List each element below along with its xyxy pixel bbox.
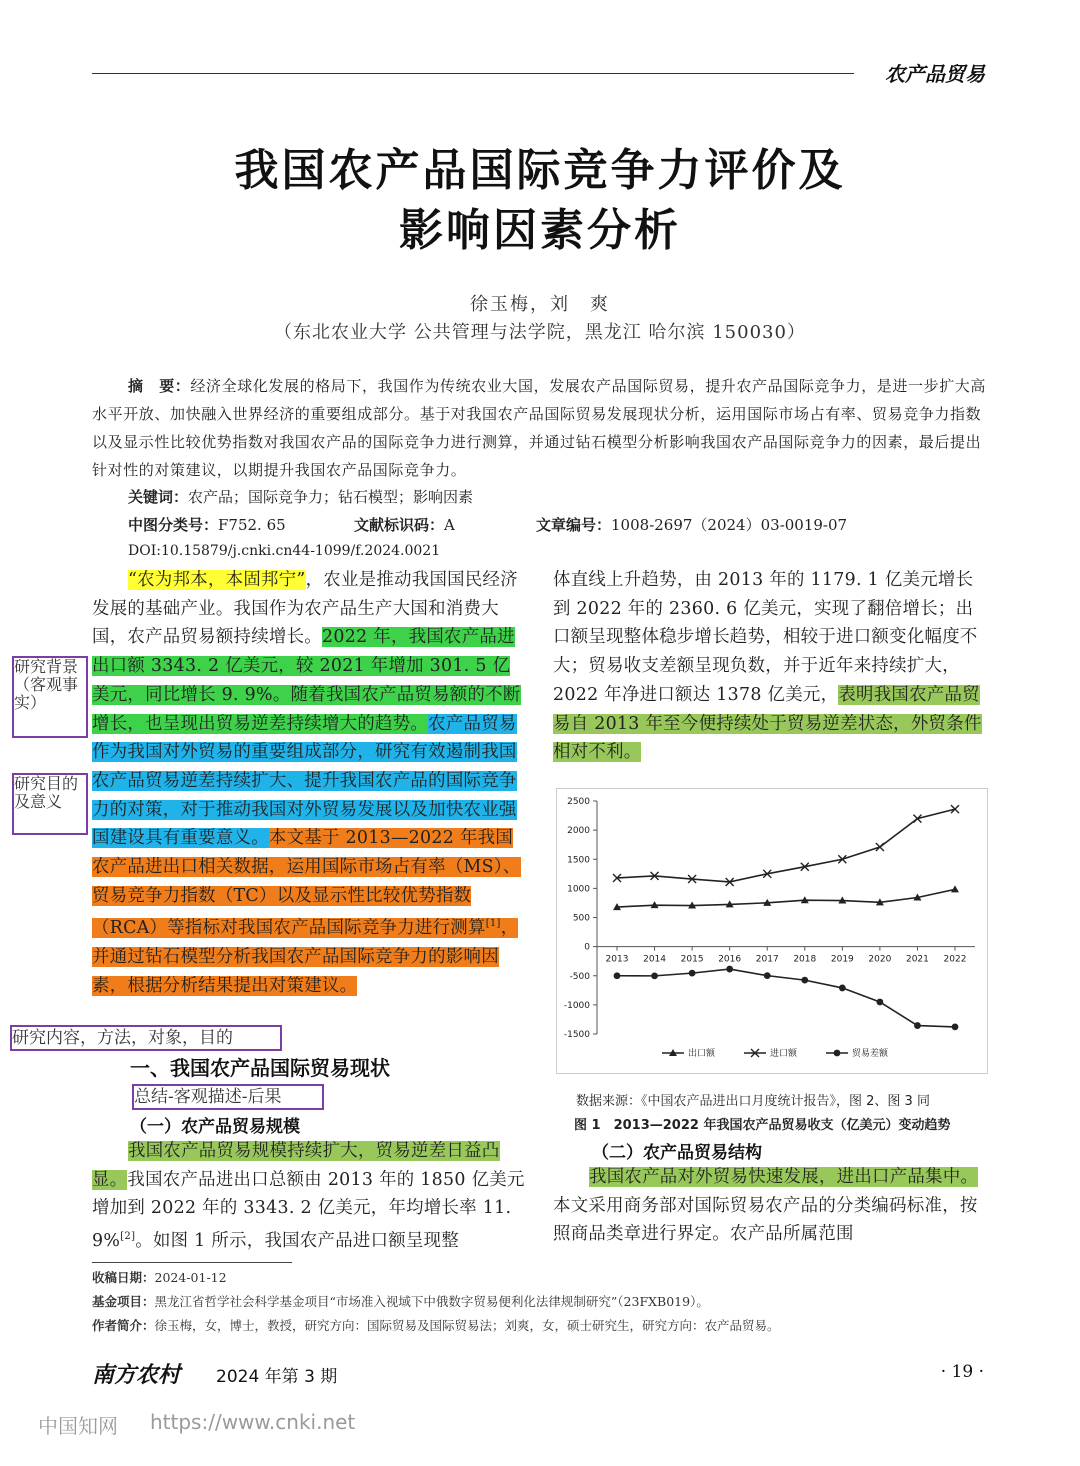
x-tick-label: 2021 <box>905 954 929 965</box>
deficit-highlight: 表明我国农产品贸易自 2013 年至今便持续处于贸易逆差状态，外贸条件相对不利。 <box>553 684 982 763</box>
x-tick-label: 2015 <box>680 954 704 965</box>
data-point-3 <box>651 972 658 979</box>
clc-value: F752. 65 <box>218 516 286 534</box>
keywords-text: 农产品；国际竞争力；钻石模型；影响因素 <box>188 488 474 506</box>
data-point-3 <box>801 977 808 984</box>
header-rule <box>92 73 854 74</box>
journal-issue: 2024 年第 3 期 <box>216 1367 338 1387</box>
abstract <box>92 372 986 484</box>
x-tick-label: 2018 <box>793 954 817 965</box>
fund-label: 基金项目： <box>92 1294 155 1309</box>
y-tick-label: 2000 <box>567 826 590 837</box>
affiliation: （东北农业大学 公共管理与法学院，黑龙江 哈尔滨 150030） <box>274 322 806 343</box>
x-tick-label: 2020 <box>868 954 892 965</box>
section-header: 农产品贸易 <box>885 62 985 86</box>
trade-scale-paragraph <box>92 1137 525 1256</box>
doi: DOI:10.15879/j.cnki.cn44-1099/f.2024.0021 <box>128 543 441 559</box>
scale-text: 我国农产品进出口总额由 2013 年的 1850 亿美元增加到 2022 年的 3343. 2 亿美元，年均增长率 11. 9% <box>92 1169 525 1251</box>
footnote-rule <box>92 1262 292 1263</box>
y-tick-label: 1500 <box>567 855 590 866</box>
paper-title-line2: 影响因素分析 <box>399 205 681 256</box>
subsection-heading-2: （二）农产品贸易结构 <box>592 1143 762 1163</box>
data-point-3 <box>614 972 621 979</box>
x-tick-label: 2022 <box>943 954 967 965</box>
x-tick-label: 2013 <box>605 954 629 965</box>
fund-info <box>92 1292 709 1310</box>
method-text: 本文基于 2013—2022 年我国农产品进出口相关数据，运用国际市场占有率（MS）、贸易竞争力指数（TC）以及显示性比较优势指数（RCA）等指标对我国农产品国际竞争力进行测算 <box>92 828 521 939</box>
clc-code <box>128 514 286 535</box>
intro-text: ，农业是推动我国国民经济发展的基础产业。我国作为农产品生产大国和消费大国，农产品贸易额持续增长。 <box>92 570 518 648</box>
series-line-1 <box>617 889 955 907</box>
y-tick-label: -500 <box>569 971 590 982</box>
data-point-3 <box>839 985 846 992</box>
data-point-2 <box>876 843 884 851</box>
received-date <box>92 1268 227 1286</box>
data-point-1 <box>951 885 959 892</box>
background-highlight: 2022 年，我国农产品进出口额 3343. 2 亿美元，较 2021 年增加 301. 5 亿美元，同比增长 9. 9%。随着我国农产品贸易额的不断增长，也呈现出贸易逆差持续增大的趋势。 <box>92 627 521 734</box>
y-tick-label: 500 <box>572 913 590 924</box>
method-text-2: ，并通过钻石模型分析我国农产品国际竞争力的影响因素，根据分析结果提出对策建议。 <box>92 918 519 996</box>
doc-value: A <box>444 516 455 534</box>
page-number: · 19 · <box>940 1362 984 1382</box>
annotation-purpose: 研究目的及意义 <box>12 773 88 835</box>
annotation-content: 研究内容，方法，对象，目的 <box>10 1025 282 1051</box>
journal-name: 南方农村 <box>92 1362 181 1388</box>
subsection-heading-1: （一）农产品贸易规模 <box>130 1117 300 1137</box>
y-tick-label: -1500 <box>563 1030 590 1040</box>
legend-label: 贸易差额 <box>852 1049 889 1059</box>
fund-value: 黑龙江省哲学社会科学基金项目“市场准入视域下中俄数字贸易便利化法律规制研究”（23FXB019）。 <box>154 1294 709 1309</box>
data-point-3 <box>764 972 771 979</box>
keywords-label: 关键词： <box>128 488 189 506</box>
author-bio-label: 作者简介： <box>92 1318 155 1333</box>
doc-label: 文献标识码： <box>354 516 445 534</box>
line-chart <box>557 789 987 1073</box>
legend-label: 进口额 <box>770 1049 798 1059</box>
data-point-3 <box>876 999 883 1006</box>
figure-source: 数据来源：《中国农产品进出口月度统计报告》，图 2、图 3 同 <box>576 1094 930 1109</box>
annotation-background: 研究背景（客观事实） <box>12 656 88 738</box>
data-point-3 <box>689 970 696 977</box>
figure-1-chart <box>556 788 988 1074</box>
x-tick-label: 2019 <box>830 954 854 965</box>
data-point-3 <box>914 1022 921 1029</box>
series-line-3 <box>617 969 955 1027</box>
citation-1: [1] <box>485 918 501 930</box>
received-label: 收稿日期： <box>92 1270 155 1285</box>
author-bio <box>92 1316 780 1334</box>
x-tick-label: 2014 <box>643 954 667 965</box>
intro-paragraph <box>92 566 525 1000</box>
author-bio-value: 徐玉梅，女，博士，教授，研究方向：国际贸易及国际贸易法；刘爽，女，硕士研究生，研究方向：农产品贸易。 <box>154 1318 780 1333</box>
doc-code <box>354 514 455 535</box>
annotation-summary: 总结-客观描述-后果 <box>132 1084 324 1110</box>
paper-title-line1: 我国农产品国际竞争力评价及 <box>234 145 846 196</box>
data-point-3 <box>952 1023 959 1030</box>
quote-highlight: “农为邦本，本固邦宁” <box>128 570 306 590</box>
structure-highlight: 我国农产品对外贸易快速发展，进出口产品集中。 <box>589 1167 979 1187</box>
cnki-url-link[interactable]: https://www.cnki.net <box>150 1410 356 1434</box>
figure-caption: 图 1 2013—2022 年我国农产品贸易收支（亿美元）变动趋势 <box>574 1118 951 1133</box>
data-point-3 <box>726 966 733 973</box>
legend-marker <box>834 1050 841 1057</box>
art-label: 文章编号： <box>536 516 612 534</box>
y-tick-label: 1000 <box>567 884 590 895</box>
series-line-2 <box>617 809 955 882</box>
legend-label: 出口额 <box>688 1049 716 1059</box>
left-column <box>92 566 525 1000</box>
keywords <box>128 486 473 507</box>
x-tick-label: 2017 <box>755 954 779 965</box>
abstract-label: 摘 要： <box>128 377 191 395</box>
x-tick-label: 2016 <box>718 954 742 965</box>
y-tick-label: 0 <box>584 942 590 953</box>
right-column-paragraph <box>553 566 986 767</box>
method-highlight <box>92 828 521 995</box>
y-tick-label: -1000 <box>563 1000 590 1011</box>
citation-2: [2] <box>120 1231 136 1243</box>
section-heading-1: 一、我国农产品国际贸易现状 <box>130 1056 390 1080</box>
art-value: 1008-2697（2024）03-0019-07 <box>611 516 848 534</box>
abstract-text: 经济全球化发展的格局下，我国作为传统农业大国，发展农产品国际贸易，提升农产品国际竞争力，是进一步扩大高水平开放、加快融入世界经济的重要组成部分。基于对我国农产品国际贸易发展现状分析，运用国际市场占有率、贸易竞争力指数以及显示性比较优势指数对我国农产品的国际竞争力进行测算，并通过钻石模型分析影响我国农产品国际竞争力的因素，最后提出针对性的对策建议，以期提升我国农产品国际竞争力。 <box>92 377 987 479</box>
y-tick-label: 2500 <box>567 797 590 807</box>
authors: 徐玉梅，刘 爽 <box>470 294 610 315</box>
received-value: 2024-01-12 <box>154 1270 227 1285</box>
trade-structure-paragraph <box>553 1163 986 1249</box>
import-trend-text: 体直线上升趋势，由 2013 年的 1179. 1 亿美元增长到 2022 年的 2360. 6 亿美元，实现了翻倍增长；出口额呈现整体稳步增长趋势，相较于进口额变化幅度不大；贸易收支差额呈现负数，并于近年来持续扩大，2022 年净进口额达 1378 亿美元， <box>553 570 978 705</box>
structure-text: 本文采用商务部对国际贸易农产品的分类编码标准，按照商品类章进行界定。农产品所属范围 <box>553 1195 978 1245</box>
cnki-watermark: 中国知网 <box>38 1414 118 1438</box>
clc-label: 中图分类号： <box>128 516 219 534</box>
article-number <box>536 514 847 535</box>
scale-highlight: 我国农产品贸易规模持续扩大，贸易逆差日益凸显。 <box>92 1141 500 1190</box>
purpose-highlight: 农产品贸易作为我国对外贸易的重要组成部分，研究有效遏制我国农产品贸易逆差持续扩大、提升我国农产品的国际竞争力的对策，对于推动我国对外贸易发展以及加快农业强国建设具有重要意义。 <box>92 713 517 849</box>
scale-text-2: 。如图 1 所示，我国农产品进口额呈现整 <box>135 1230 460 1251</box>
